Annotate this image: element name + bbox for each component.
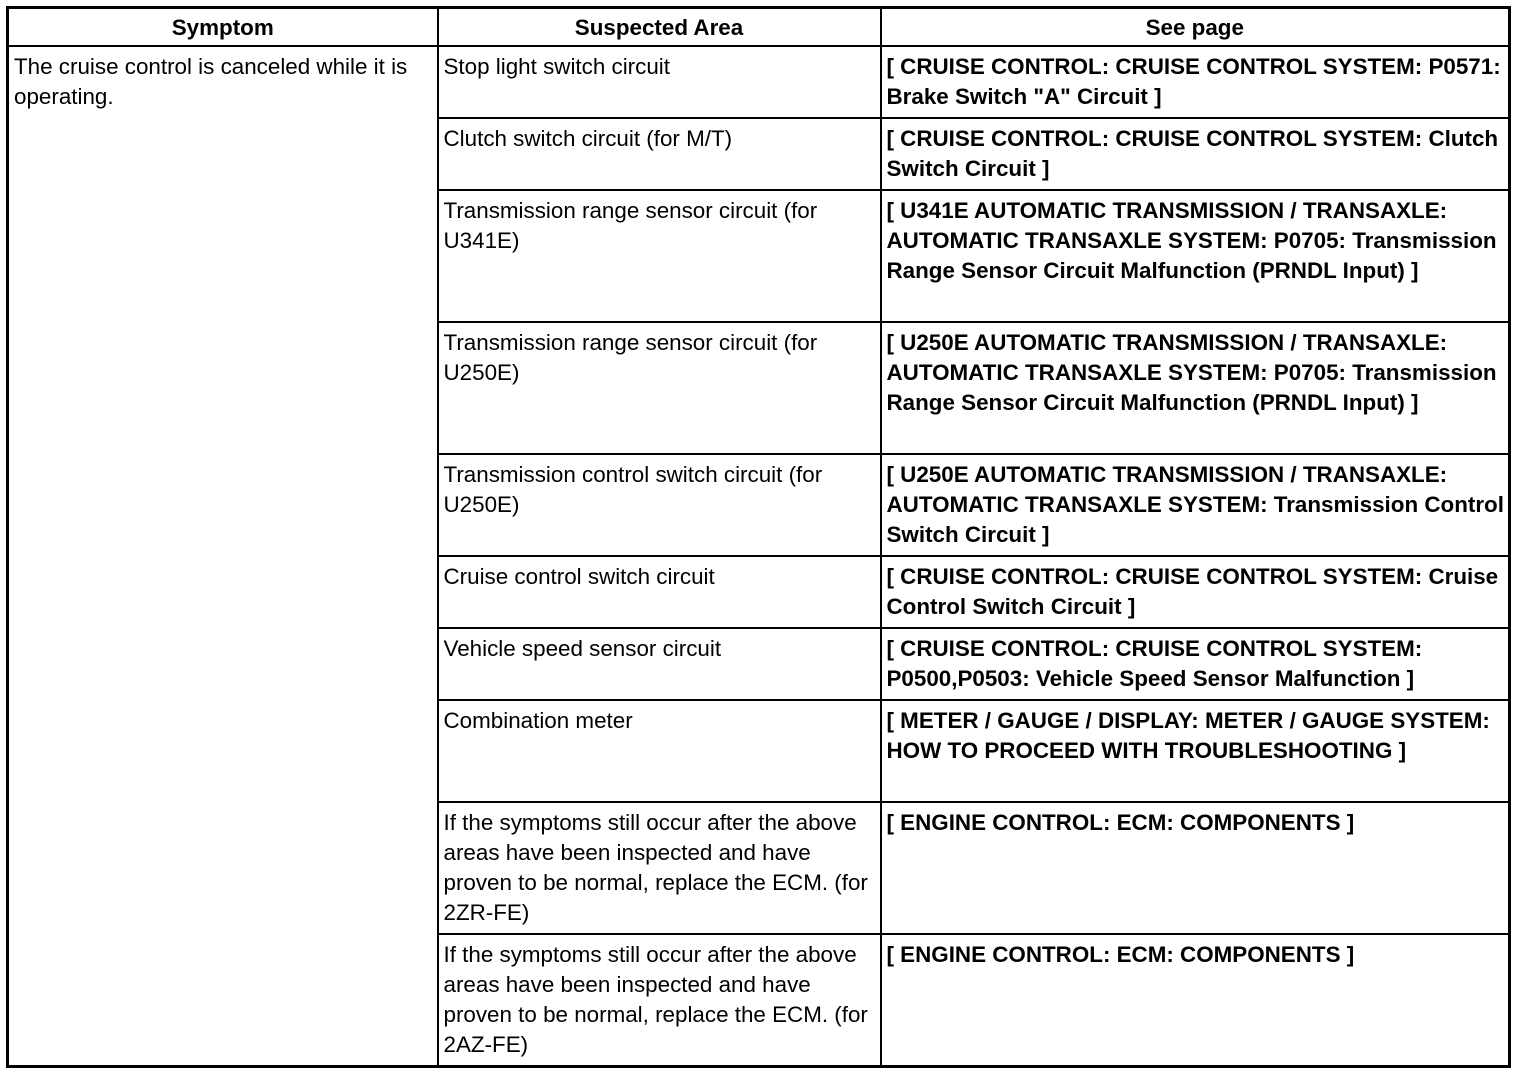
header-symptom: Symptom: [8, 8, 438, 47]
see-page-link[interactable]: [ CRUISE CONTROL: CRUISE CONTROL SYSTEM: P0500,P0503: Vehicle Speed Sensor Malfunction ]: [881, 628, 1510, 700]
header-see-page: See page: [881, 8, 1510, 47]
suspected-area-cell: Vehicle speed sensor circuit: [438, 628, 881, 700]
suspected-area-cell: If the symptoms still occur after the above areas have been inspected and have proven to be normal, replace the ECM. (for 2AZ-FE): [438, 934, 881, 1066]
suspected-area-cell: Transmission range sensor circuit (for U341E): [438, 190, 881, 322]
see-page-link[interactable]: [ U250E AUTOMATIC TRANSMISSION / TRANSAXLE: AUTOMATIC TRANSAXLE SYSTEM: P0705: Transmission Range Sensor Circuit Malfunction (PRNDL Input) ]: [881, 322, 1510, 454]
suspected-area-cell: Combination meter: [438, 700, 881, 802]
see-page-link[interactable]: [ METER / GAUGE / DISPLAY: METER / GAUGE SYSTEM: HOW TO PROCEED WITH TROUBLESHOOTING ]: [881, 700, 1510, 802]
header-row: [8, 8, 1510, 47]
see-page-link[interactable]: [ ENGINE CONTROL: ECM: COMPONENTS ]: [881, 802, 1510, 934]
suspected-area-cell: Cruise control switch circuit: [438, 556, 881, 628]
see-page-link[interactable]: [ U250E AUTOMATIC TRANSMISSION / TRANSAXLE: AUTOMATIC TRANSAXLE SYSTEM: Transmission Control Switch Circuit ]: [881, 454, 1510, 556]
suspected-area-cell: If the symptoms still occur after the above areas have been inspected and have proven to be normal, replace the ECM. (for 2ZR-FE): [438, 802, 881, 934]
suspected-area-cell: Clutch switch circuit (for M/T): [438, 118, 881, 190]
symptom-cell: The cruise control is canceled while it is operating.: [8, 46, 438, 1066]
symptom-table: [6, 6, 1511, 1068]
header-suspected-area: Suspected Area: [438, 8, 881, 47]
see-page-link[interactable]: [ CRUISE CONTROL: CRUISE CONTROL SYSTEM: Cruise Control Switch Circuit ]: [881, 556, 1510, 628]
suspected-area-cell: Transmission range sensor circuit (for U250E): [438, 322, 881, 454]
see-page-link[interactable]: [ CRUISE CONTROL: CRUISE CONTROL SYSTEM: Clutch Switch Circuit ]: [881, 118, 1510, 190]
see-page-link[interactable]: [ ENGINE CONTROL: ECM: COMPONENTS ]: [881, 934, 1510, 1066]
table-row: [8, 46, 1510, 118]
suspected-area-cell: Transmission control switch circuit (for U250E): [438, 454, 881, 556]
see-page-link[interactable]: [ CRUISE CONTROL: CRUISE CONTROL SYSTEM: P0571: Brake Switch "A" Circuit ]: [881, 46, 1510, 118]
see-page-link[interactable]: [ U341E AUTOMATIC TRANSMISSION / TRANSAXLE: AUTOMATIC TRANSAXLE SYSTEM: P0705: Transmission Range Sensor Circuit Malfunction (PRNDL Input) ]: [881, 190, 1510, 322]
suspected-area-cell: Stop light switch circuit: [438, 46, 881, 118]
